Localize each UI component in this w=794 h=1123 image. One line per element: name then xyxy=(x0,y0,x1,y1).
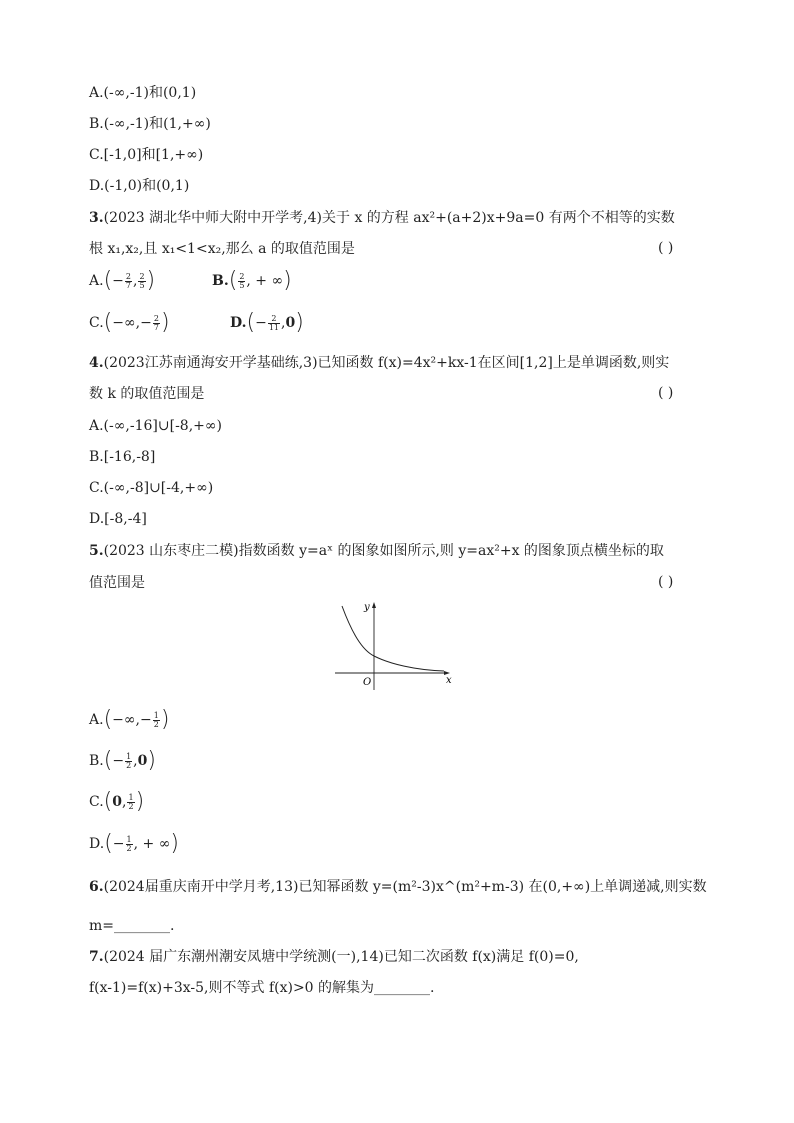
q4-answer-paren: ( ) xyxy=(658,385,674,401)
q5-option-d: D.(− $\frac{1}{2}$ , + ∞) xyxy=(89,831,179,856)
q4-option-c: C.(-∞,-8]∪[-4,+∞) xyxy=(89,480,214,496)
q4-stem-line1: 4.(2023江苏南通海安开学基础练,3)已知函数 f(x)=4x²+kx-1在区间[1,2]上是单调函数,则实 xyxy=(89,355,670,371)
q3-option-b: B.( $\frac{2}{5}$ , + ∞) xyxy=(212,268,292,293)
q3-number: 3. xyxy=(89,210,104,226)
q7-stem-line2: f(x-1)=f(x)+3x-5,则不等式 f(x)>0 的解集为________. xyxy=(89,980,435,996)
q2-option-d: D.(-1,0)和(0,1) xyxy=(89,178,190,194)
q3-answer-paren: ( ) xyxy=(658,240,674,256)
q3-option-c: C.(−∞,− $\frac{2}{7}$ ) xyxy=(89,310,170,335)
q5-option-b: B.(− $\frac{1}{2}$ ,0) xyxy=(89,748,156,773)
q3-source: (2023 湖北华中师大附中开学考,4) xyxy=(103,210,322,226)
q6-stem-line2: m=________. xyxy=(89,918,175,934)
q3-option-d: D.(− $\frac{2}{11}$ ,0) xyxy=(230,310,304,335)
q4-option-b: B.[-16,-8] xyxy=(89,449,156,465)
q3-option-a: A.(− $\frac{2}{7}$ , $\frac{2}{5}$ ) xyxy=(89,268,156,293)
q2-option-a: A.(-∞,-1)和(0,1) xyxy=(89,85,197,101)
q5-option-a: A.(−∞,− $\frac{1}{2}$ ) xyxy=(89,707,170,732)
q3-stem-b: 根 x₁,x₂,且 x₁<1<x₂,那么 a 的取值范围是 xyxy=(89,241,355,257)
graph-x-label: x xyxy=(446,675,452,686)
q3-stem-a: 关于 x 的方程 ax²+(a+2)x+9a=0 有两个不相等的实数 xyxy=(322,210,675,226)
q5-option-c: C.(0, $\frac{1}{2}$ ) xyxy=(89,789,145,814)
q2-option-c: C.[-1,0]和[1,+∞) xyxy=(89,147,204,163)
q5-answer-paren: ( ) xyxy=(658,574,674,590)
q4-stem-line2: 数 k 的取值范围是 xyxy=(89,386,205,402)
q4-number: 4. xyxy=(89,355,104,371)
q2-option-b: B.(-∞,-1)和(1,+∞) xyxy=(89,116,211,132)
q7-number: 7. xyxy=(89,949,104,965)
q5-stem-line2: 值范围是 xyxy=(89,575,145,591)
q5-exponential-graph xyxy=(330,598,460,693)
q6-stem-line1: 6.(2024届重庆南开中学月考,13)已知幂函数 y=(m²-3)x^(m²+m-3) 在(0,+∞)上单调递减,则实数 xyxy=(89,879,707,895)
q4-option-a: A.(-∞,-16]∪[-8,+∞) xyxy=(89,418,223,434)
q5-number: 5. xyxy=(89,543,104,559)
q4-option-d: D.[-8,-4] xyxy=(89,511,147,527)
graph-origin-label: O xyxy=(363,677,372,688)
q6-number: 6. xyxy=(89,879,104,895)
graph-y-label: y xyxy=(364,602,370,613)
q3-stem-line1 xyxy=(89,209,675,227)
q7-stem-line1: 7.(2024 届广东潮州潮安凤塘中学统测(一),14)已知二次函数 f(x)满足 f(0)=0, xyxy=(89,949,579,965)
q5-stem-line1: 5.(2023 山东枣庄二模)指数函数 y=aˣ 的图象如图所示,则 y=ax²+x 的图象顶点横坐标的取 xyxy=(89,543,664,559)
